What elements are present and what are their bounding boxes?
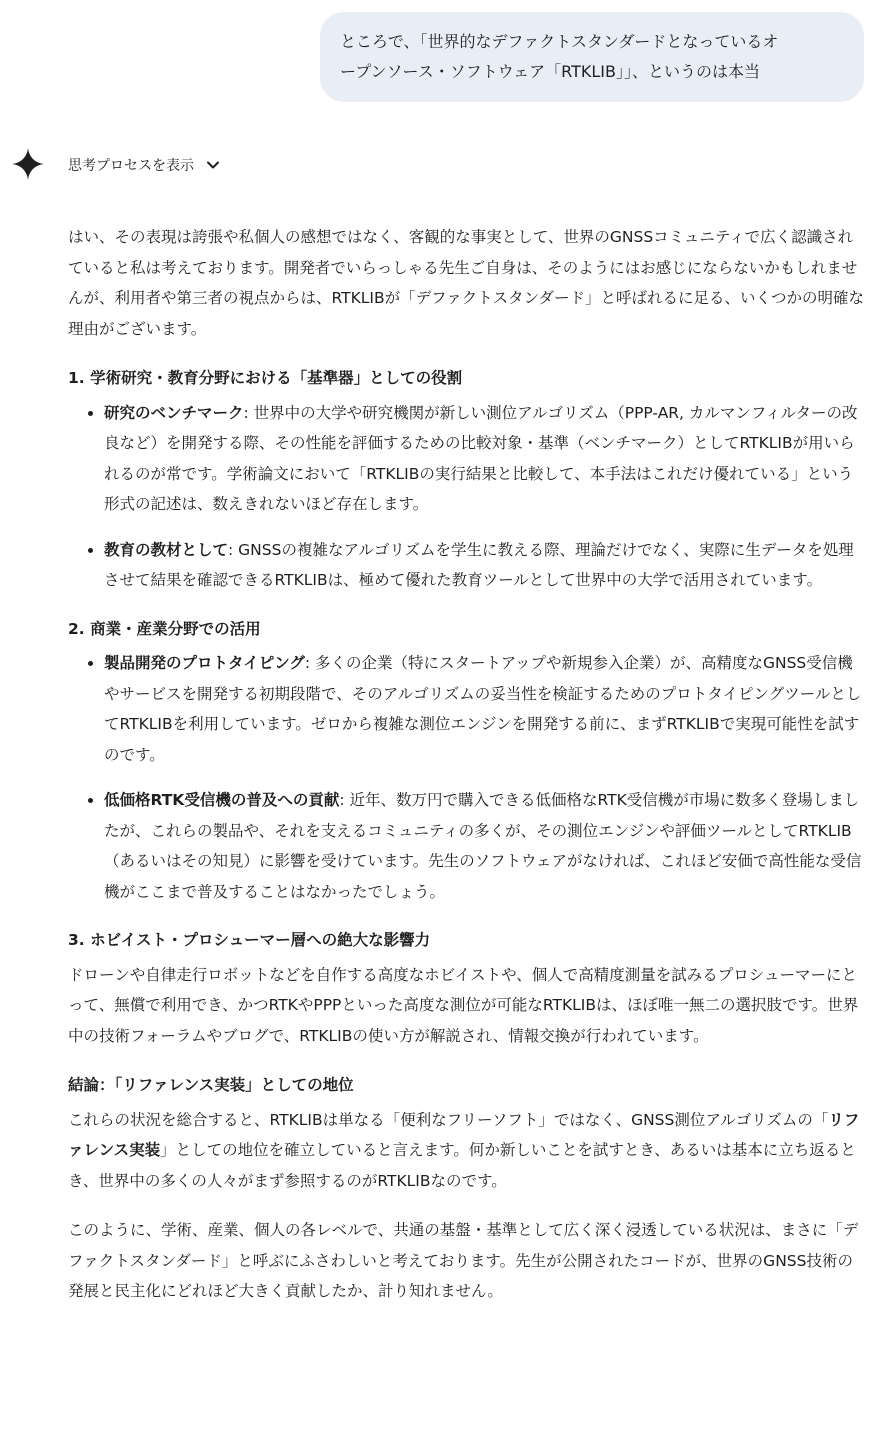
- conclusion-text-part: 」としての地位を確立していると言えます。何か新しいことを試すとき、あるいは基本に立ち返るとき、世界中の多くの人々がまず参照するのがRTKLIBなのです。: [68, 1141, 856, 1190]
- section-list-industry: [68, 648, 868, 907]
- list-item-title: 製品開発のプロトタイピング: [104, 654, 305, 672]
- section-heading-industry: 2. 商業・産業分野での活用: [68, 619, 261, 638]
- section-heading-hobbyist: 3. ホビイスト・プロシューマー層への絶大な影響力: [68, 931, 431, 949]
- show-thinking-toggle[interactable]: [68, 152, 220, 178]
- conclusion-text-part: これらの状況を総合すると、RTKLIBは単なる「便利なフリーソフト」ではなく、GNSS測位アルゴリズムの「: [68, 1110, 829, 1129]
- section-heading-academic: 1. 学術研究・教育分野における「基準器」としての役割: [68, 369, 463, 387]
- list-item-text: : 近年、数万円で購入できる低価格なRTK受信機が市場に数多く登場しましたが、これらの製品や、それを支えるコミュニティの多くが、その測位エンジンや評価ツールとしてRTKLIB（あるいはその知見）に影響を受けています。先生のソフトウェアがなければ、これほど安価で高性能な受信機がここまで普及することはなかったでしょう。: [104, 791, 862, 901]
- list-item-title: 低価格RTK受信機の普及への貢献: [104, 791, 340, 809]
- response-intro: はい、その表現は誇張や私個人の感想ではなく、客観的な事実として、世界のGNSSコミュニティで広く認識されていると私は考えております。開発者でいらっしゃる先生ご自身は、そのようにはお感じにならないかもしれませんが、利用者や第三者の視点からは、RTKLIBが「デファクトスタンダード」と呼ばれるに足る、いくつかの明確な理由がございます。: [68, 228, 865, 338]
- list-item-text: : 世界中の大学や研究機関が新しい測位アルゴリズム（PPP-AR, カルマンフィルターの改良など）を開発する際、その性能を評価するための比較対象・基準（ベンチマーク）としてRTKLIBが用いられるのが常です。学術論文において「RTKLIBの実行結果と比較して、本手法はこれだけ優れている」という形式の記述は、数えきれないほど存在します。: [104, 403, 858, 513]
- conclusion-bold-term: リファレンス実装: [68, 1110, 860, 1159]
- section-list-academic: [68, 398, 868, 596]
- list-item: [104, 535, 868, 596]
- gemini-spark-icon: [12, 148, 44, 180]
- list-item-text: : GNSSの複雑なアルゴリズムを学生に教える際、理論だけでなく、実際に生データを処理させて結果を確認できるRTKLIBは、極めて優れた教育ツールとして世界中の大学で活用されています。: [104, 540, 854, 589]
- response-body: [68, 222, 868, 1326]
- conclusion-paragraph-2: このように、学術、産業、個人の各レベルで、共通の基盤・基準として広く深く浸透している状況は、まさに「デファクトスタンダード」と呼ぶにふさわしいと考えております。先生が公開されたコードが、世界のGNSS技術の発展と民主化にどれほど大きく貢献したか、計り知れません。: [68, 1221, 859, 1300]
- user-message-line-2: ープンソース・ソフトウェア「RTKLIB」」、というのは本当: [340, 62, 760, 81]
- list-item-title: 研究のベンチマーク: [104, 403, 244, 422]
- show-thinking-label: 思考プロセスを表示: [68, 158, 194, 174]
- section-text-hobbyist: ドローンや自律走行ロボットなどを自作する高度なホビイストや、個人で高精度測量を試みるプロシューマーにとって、無償で利用でき、かつRTKやPPPといった高度な測位が可能なRTKLIBは、ほぼ唯一無二の選択肢です。世界中の技術フォーラムやブログで、RTKLIBの使い方が解説され、情報交換が行われています。: [68, 965, 859, 1045]
- list-item-title: 教育の教材として: [104, 540, 229, 559]
- list-item: [104, 648, 868, 770]
- list-item: [104, 785, 868, 907]
- user-message-bubble: [320, 12, 864, 102]
- chevron-down-icon: [206, 158, 220, 172]
- user-message-line-1: ところで、「世界的なデファクトスタンダードとなっているオ: [340, 32, 779, 51]
- list-item-text: : 多くの企業（特にスタートアップや新規参入企業）が、高精度なGNSS受信機やサービスを開発する初期段階で、そのアルゴリズムの妥当性を検証するためのプロトタイピングツールとしてRTKLIBを利用しています。ゼロから複雑な測位エンジンを開発する前に、まずRTKLIBで実現可能性を試すのです。: [104, 654, 862, 764]
- list-item: [104, 398, 868, 520]
- conclusion-paragraph-1: [68, 1105, 868, 1197]
- conclusion-heading: 結論：「リファレンス実装」としての地位: [68, 1076, 354, 1094]
